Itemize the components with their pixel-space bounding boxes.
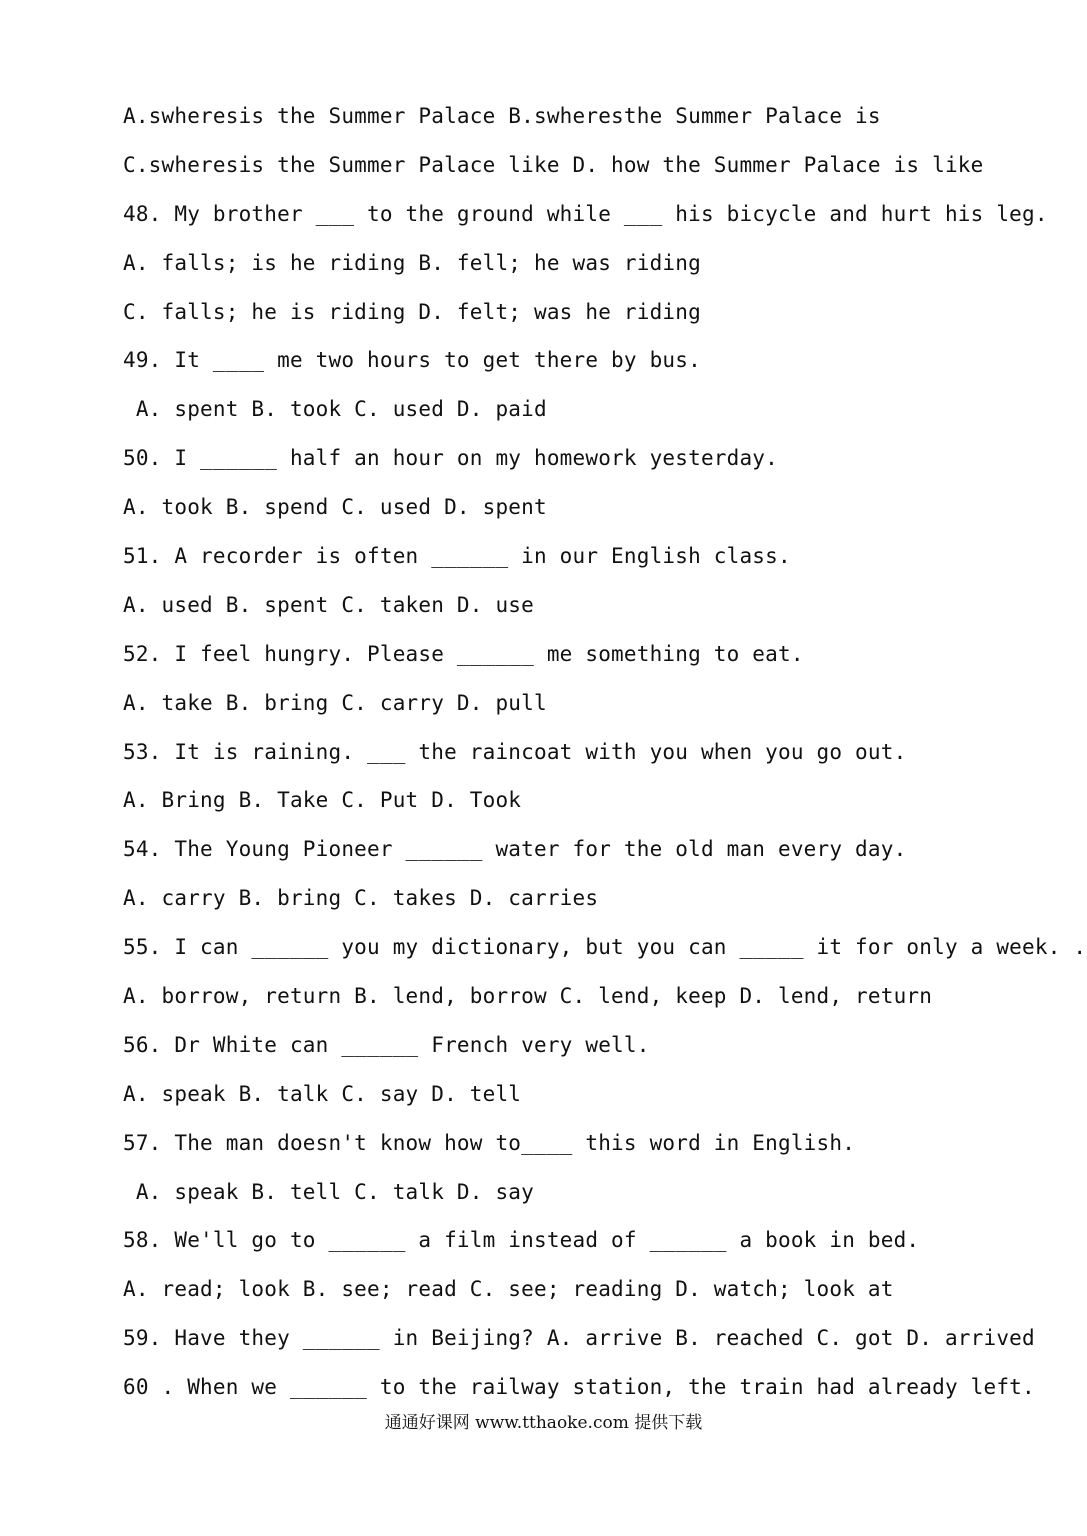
question-58: 58. We'll go to ______ a film instead of ______ a book in bed. [123, 1228, 920, 1253]
options-line: A. carry B. bring C. takes D. carries [123, 886, 599, 911]
question-59: 59. Have they ______ in Beijing? A. arrive B. reached C. got D. arrived [123, 1326, 1035, 1351]
options-line: A. falls; is he riding B. fell; he was riding [123, 250, 701, 275]
question-55: 55. I can ______ you my dictionary, but you can _____ it for only a week. . [123, 935, 1087, 960]
question-49: 49. It ____ me two hours to get there by bus. [123, 348, 701, 373]
options-line: A. Bring B. Take C. Put D. Took [123, 788, 522, 813]
options-line: A. speak B. talk C. say D. tell [123, 1081, 522, 1106]
question-60: 60 . When we ______ to the railway station, the train had already left. [123, 1375, 1035, 1400]
options-line: A. take B. bring C. carry D. pull [123, 690, 547, 715]
page-footer: 通通好课网 www.tthaoke.com 提供下载 [384, 1413, 703, 1433]
question-57: 57. The man doesn't know how to____ this word in English. [123, 1130, 856, 1155]
options-line: A. speak B. tell C. talk D. say [123, 1179, 534, 1204]
exercise-lines [123, 96, 1087, 1416]
question-54: 54. The Young Pioneer ______ water for the old man every day. [123, 837, 907, 862]
question-53: 53. It is raining. ___ the raincoat with you when you go out. [123, 739, 907, 764]
question-56: 56. Dr White can ______ French very well. [123, 1032, 650, 1057]
question-52: 52. I feel hungry. Please ______ me something to eat. [123, 641, 804, 666]
options-line: A. spent B. took C. used D. paid [123, 397, 547, 422]
options-line: A. took B. spend C. used D. spent [123, 495, 547, 520]
options-line: A. used B. spent C. taken D. use [123, 592, 534, 617]
text-line: C.swheresis the Summer Palace like D. how the Summer Palace is like [123, 152, 984, 177]
text-line: A.swheresis the Summer Palace B.swheresthe Summer Palace is [123, 104, 881, 128]
question-48: 48. My brother ___ to the ground while ___ his bicycle and hurt his leg. [123, 201, 1048, 226]
options-line: C. falls; he is riding D. felt; was he riding [123, 299, 701, 324]
options-line: A. read; look B. see; read C. see; reading D. watch; look at [123, 1277, 894, 1302]
question-50: 50. I ______ half an hour on my homework yesterday. [123, 446, 778, 471]
question-51: 51. A recorder is often ______ in our English class. [123, 544, 791, 569]
options-line: A. borrow, return B. lend, borrow C. lend, keep D. lend, return [123, 984, 933, 1009]
